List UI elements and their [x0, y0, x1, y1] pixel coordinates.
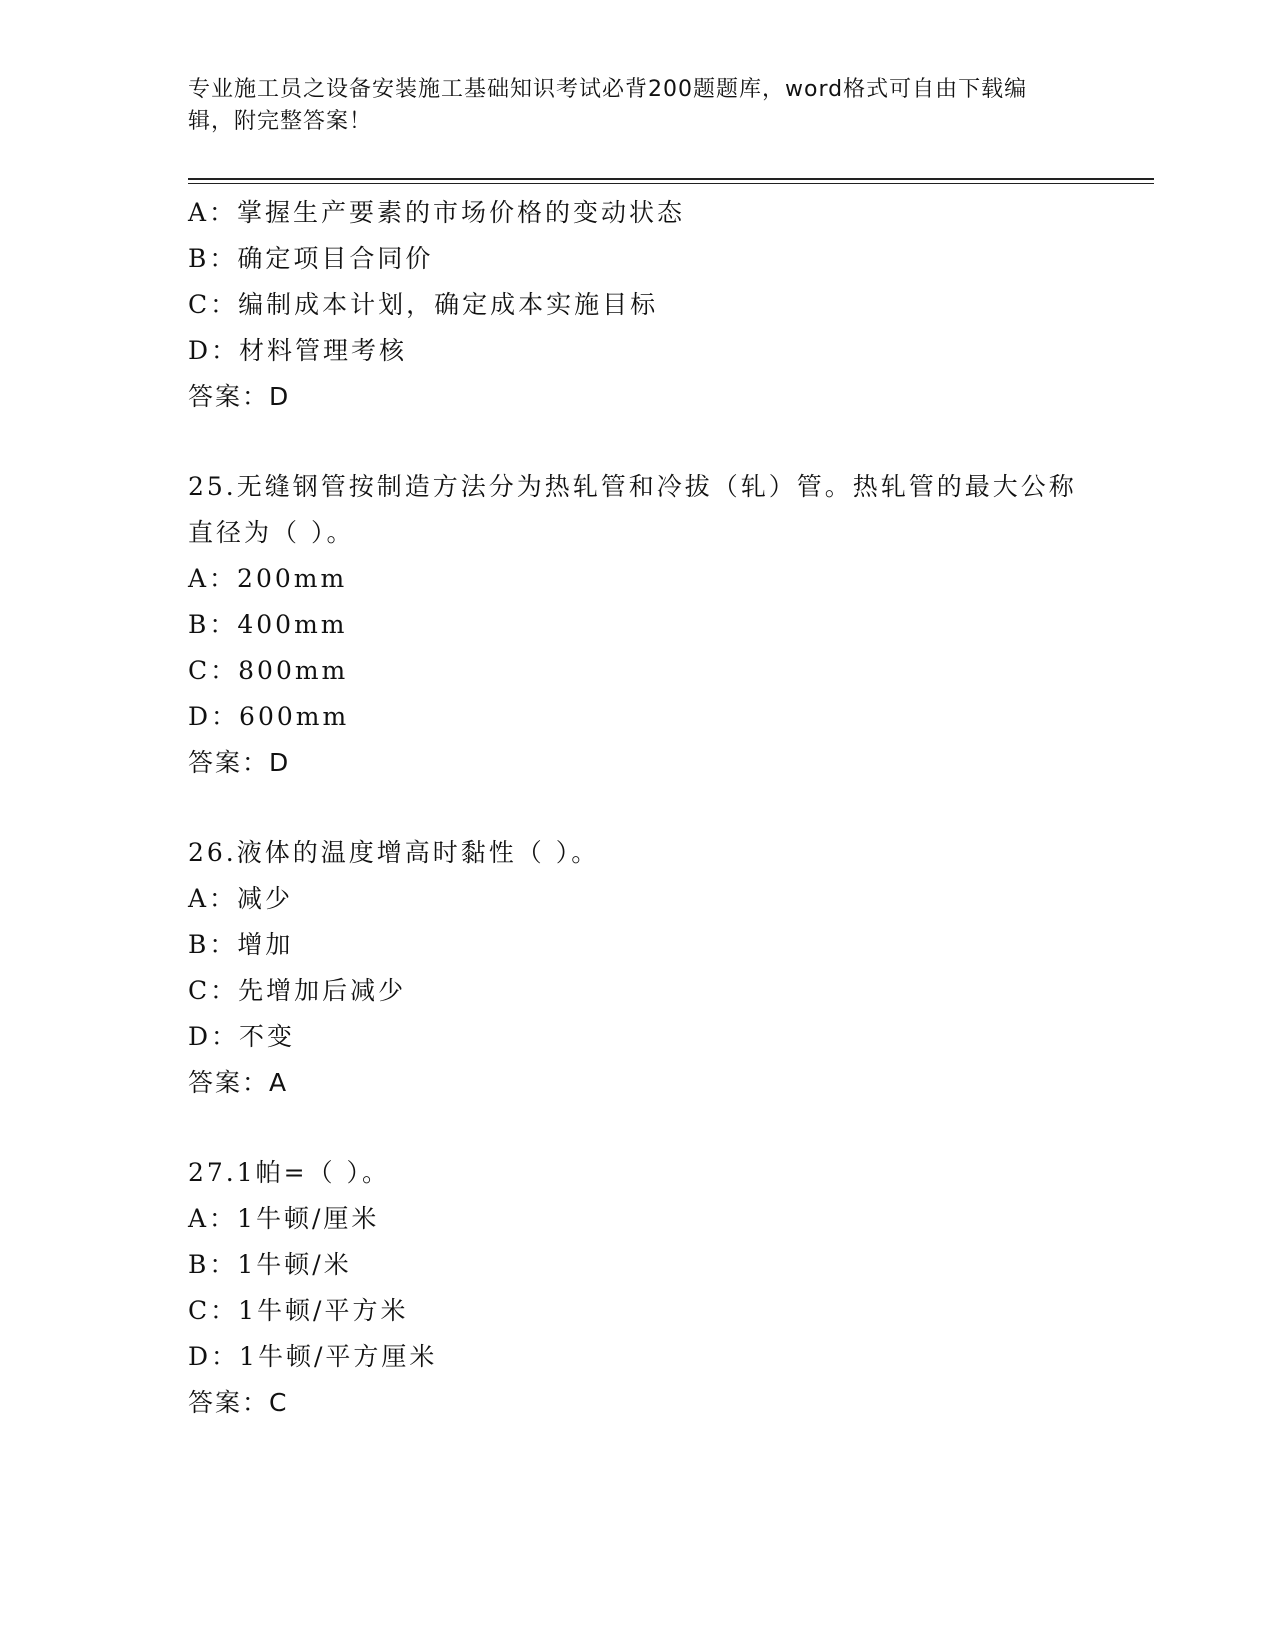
answer-line: 答案：D: [188, 748, 291, 777]
question-stem: 26.液体的温度增高时黏性（ ）。: [188, 838, 600, 867]
option-d: D：材料管理考核: [188, 336, 408, 365]
option-c: C：先增加后减少: [188, 976, 407, 1005]
option-b: B：1牛顿/米: [188, 1250, 352, 1279]
answer-line: 答案：C: [188, 1388, 289, 1417]
option-d: D：不变: [188, 1022, 296, 1051]
question-block: [188, 830, 1088, 1106]
header-divider-thin: [188, 183, 1154, 184]
document-title: 专业施工员之设备安装施工基础知识考试必背200题题库，word格式可自由下载编辑，附完整答案！: [188, 77, 1028, 134]
document-header: [188, 74, 1068, 138]
option-c: C：编制成本计划，确定成本实施目标: [188, 290, 659, 319]
question-block: [188, 190, 1088, 420]
option-a: A：200mm: [188, 564, 348, 593]
option-d: D：1牛顿/平方厘米: [188, 1342, 438, 1371]
header-divider-thick: [188, 178, 1154, 180]
option-b: B：400mm: [188, 610, 348, 639]
question-list: [188, 190, 1088, 1426]
answer-line: 答案：A: [188, 1068, 289, 1097]
answer-line: 答案：D: [188, 382, 291, 411]
option-c: C：800mm: [188, 656, 349, 685]
option-b: B：确定项目合同价: [188, 244, 434, 273]
question-block: [188, 1150, 1088, 1426]
option-c: C：1牛顿/平方米: [188, 1296, 409, 1325]
option-a: A：掌握生产要素的市场价格的变动状态: [188, 198, 686, 227]
question-stem: 27.1帕=（ ）。: [188, 1158, 391, 1187]
question-stem: 25.无缝钢管按制造方法分为热轧管和冷拔（轧）管。热轧管的最大公称直径为（ ）。: [188, 472, 1077, 547]
option-a: A：减少: [188, 884, 294, 913]
option-b: B：增加: [188, 930, 294, 959]
question-block: [188, 464, 1088, 786]
option-a: A：1牛顿/厘米: [188, 1204, 380, 1233]
option-d: D：600mm: [188, 702, 350, 731]
